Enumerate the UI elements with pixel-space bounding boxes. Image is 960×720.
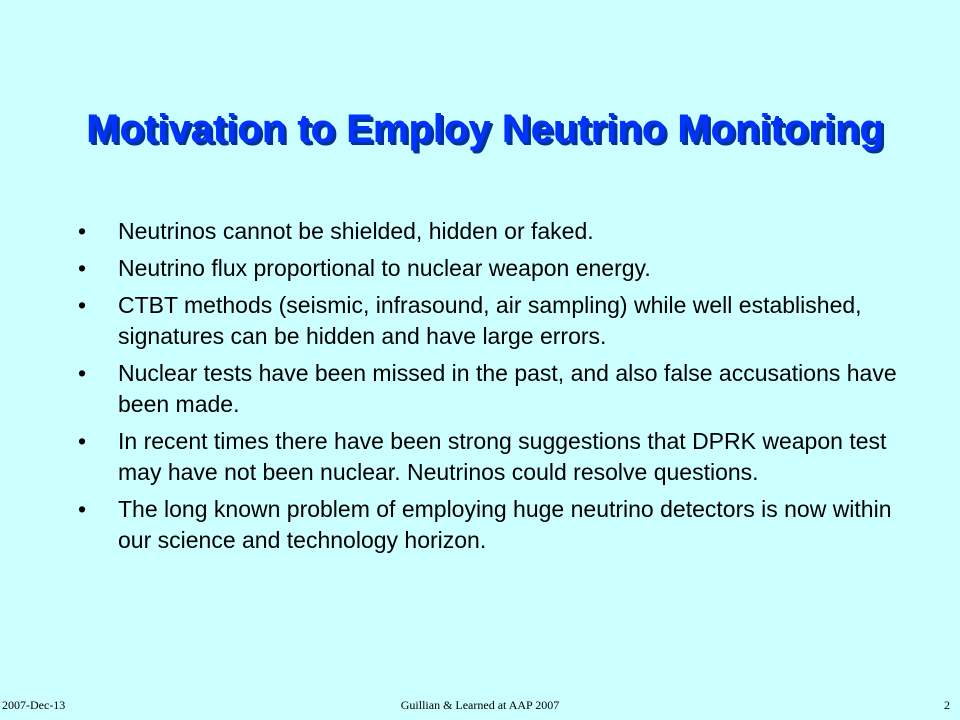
bullet-icon: • (78, 360, 87, 386)
bullet-icon: • (78, 255, 87, 281)
bullet-text: Neutrinos cannot be shielded, hidden or faked. (118, 218, 594, 244)
footer-date: 2007-Dec-13 (2, 698, 66, 712)
bullet-icon: • (78, 496, 87, 522)
bullet-item (78, 253, 918, 284)
bullet-text: CTBT methods (seismic, infrasound, air sampling) while well established, signatures can be hidden and have large errors. (118, 292, 862, 349)
bullet-icon: • (78, 292, 87, 318)
slide-title: Motivation to Employ Neutrino Monitoring (86, 107, 884, 151)
footer-presenter: Guillian & Learned at AAP 2007 (400, 698, 560, 712)
bullet-item (78, 494, 918, 556)
bullet-item (78, 290, 918, 352)
bullet-text: In recent times there have been strong suggestions that DPRK weapon test may have not been nuclear. Neutrinos could resolve questions. (118, 428, 887, 485)
bullet-text: Nuclear tests have been missed in the past, and also false accusations have been made. (118, 360, 897, 417)
bullet-list (78, 216, 918, 562)
bullet-text: Neutrino flux proportional to nuclear weapon energy. (118, 255, 651, 281)
bullet-item (78, 426, 918, 488)
bullet-text: The long known problem of employing huge neutrino detectors is now within our science and technology horizon. (118, 496, 892, 553)
bullet-item (78, 216, 918, 247)
bullet-icon: • (78, 218, 87, 244)
bullet-item (78, 358, 918, 420)
page-number: 2 (944, 698, 950, 712)
bullet-icon: • (78, 428, 87, 454)
